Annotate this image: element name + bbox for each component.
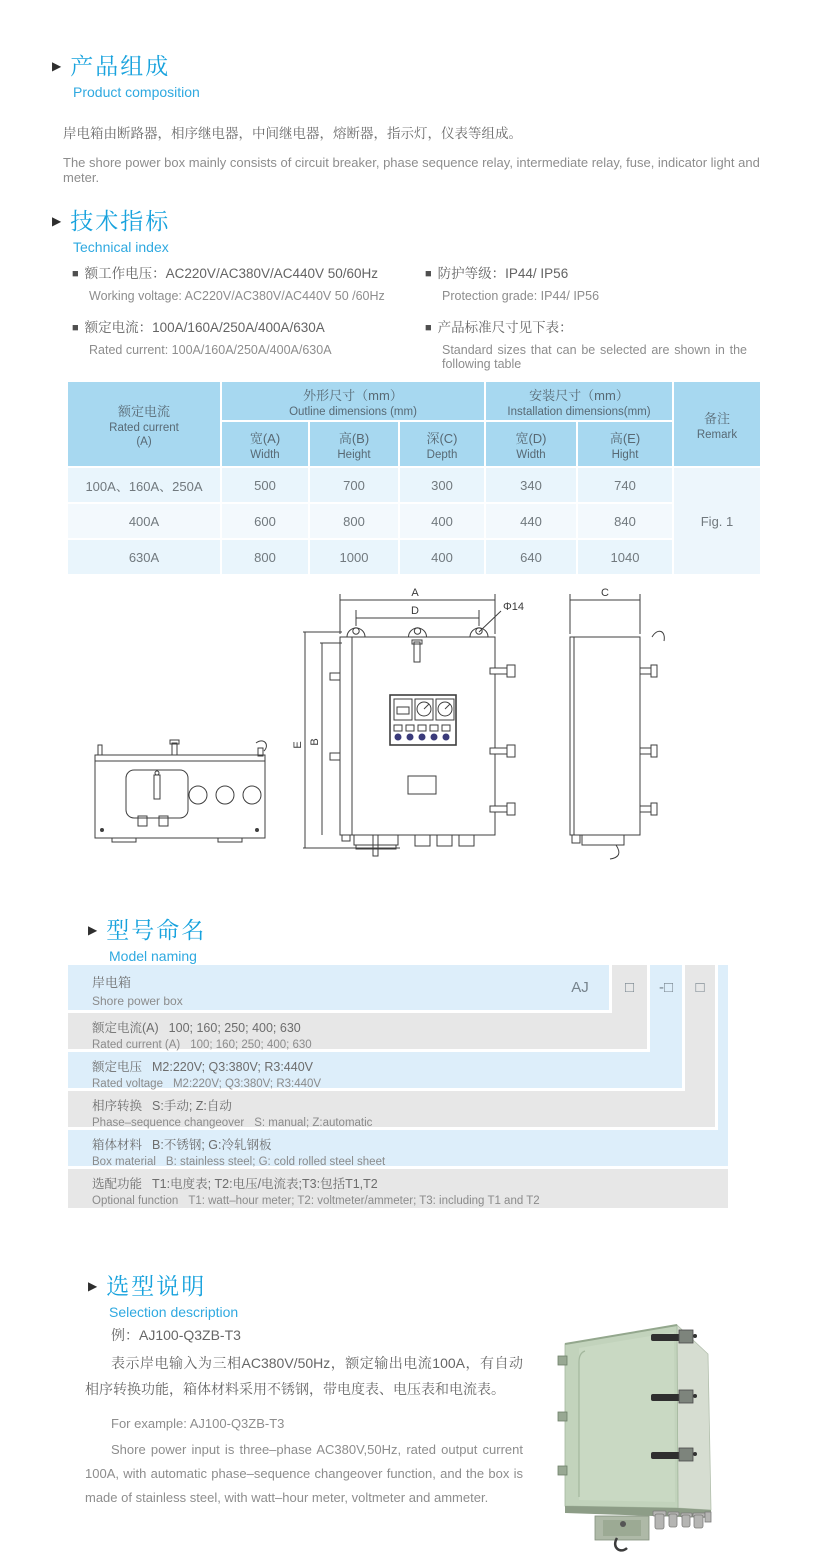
header-en: Installation dimensions(mm) bbox=[507, 405, 651, 418]
row-label-en: Shore power box bbox=[92, 994, 183, 1008]
model-naming-table bbox=[68, 965, 728, 1208]
header-zh: 额定电流 bbox=[117, 403, 170, 419]
model-code-box-2: -□ bbox=[658, 979, 674, 996]
bottom-view bbox=[95, 740, 266, 842]
col-header-depth-c bbox=[400, 422, 484, 466]
selection-example-zh: 例：AJ100-Q3ZB-T3 bbox=[111, 1327, 241, 1343]
table-cell: 1040 bbox=[578, 540, 672, 574]
row-label-en: Phase–sequence changeover bbox=[92, 1117, 245, 1129]
header-zh: 外形尺寸（mm） bbox=[303, 387, 403, 403]
bullet-icon: ■ bbox=[72, 322, 79, 334]
header-en: Depth bbox=[426, 448, 458, 461]
header-en: Height bbox=[337, 448, 371, 461]
row-value-en: B: stainless steel; G: cold rolled steel sheet bbox=[165, 1156, 386, 1168]
composition-body-en: The shore power box mainly consists of circuit breaker, phase sequence relay, intermediate relay, fuse, indicator light and meter. bbox=[63, 155, 760, 185]
model-code-box-1: □ bbox=[624, 979, 635, 996]
row-label-zh: 相序转换 bbox=[92, 1099, 143, 1113]
header-zh: 高(E) bbox=[609, 430, 641, 446]
row-label-zh: 选配功能 bbox=[92, 1177, 143, 1191]
composition-title-zh: 产品组成 bbox=[70, 53, 171, 79]
section-technical-index bbox=[52, 203, 772, 255]
selection-text bbox=[85, 1322, 523, 1510]
section-product-composition bbox=[52, 48, 772, 185]
dim-label-b: B bbox=[309, 738, 321, 746]
section-model-naming bbox=[88, 912, 688, 964]
spec-zh: 防护等级：IP44/ IP56 bbox=[437, 266, 569, 281]
product-photo bbox=[545, 1292, 800, 1564]
dim-label-e: E bbox=[292, 741, 304, 749]
col-group-outline bbox=[222, 382, 484, 420]
technical-title-en: Technical index bbox=[73, 239, 169, 255]
row-value-en: S: manual; Z:automatic bbox=[254, 1117, 373, 1129]
table-cell: 840 bbox=[578, 504, 672, 538]
row-label-en: Rated current (A) bbox=[92, 1039, 181, 1051]
header-zh: 备注 bbox=[703, 410, 730, 426]
row-label-zh: 额定电流(A) bbox=[92, 1021, 159, 1035]
spec-standard-sizes bbox=[425, 316, 765, 371]
table-cell: 400A bbox=[68, 504, 220, 538]
row-value-zh: S:手动; Z:自动 bbox=[152, 1099, 232, 1113]
table-cell: 630A bbox=[68, 540, 220, 574]
row-label-en: Rated voltage bbox=[92, 1078, 163, 1090]
composition-title-en: Product composition bbox=[73, 84, 200, 100]
section-heading bbox=[88, 912, 688, 945]
model-title-en: Model naming bbox=[109, 948, 197, 964]
selection-body-zh: 表示岸电输入为三相AC380V/50Hz，额定输出电流100A，有自动相序转换功能，箱体材料采用不锈钢，带电度表、电压表和电流表。 bbox=[85, 1355, 523, 1397]
side-view bbox=[570, 594, 664, 859]
dim-label-c: C bbox=[601, 587, 609, 599]
table-cell: 400 bbox=[400, 540, 484, 574]
section-selection-description bbox=[88, 1268, 568, 1320]
header-en: Outline dimensions (mm) bbox=[289, 405, 417, 418]
table-cell: 100A、160A、250A bbox=[68, 468, 220, 502]
spec-working-voltage bbox=[72, 262, 422, 303]
dimensions-table bbox=[68, 382, 762, 574]
dim-label-hole: Φ14 bbox=[503, 601, 525, 613]
col-header-rated-current bbox=[68, 382, 220, 466]
spec-rated-current bbox=[72, 316, 422, 357]
section-heading bbox=[88, 1268, 568, 1301]
dim-label-d: D bbox=[411, 605, 419, 617]
model-row-phase-changeover bbox=[68, 1091, 715, 1127]
spec-zh: 额工作电压：AC220V/AC380V/AC440V 50/60Hz bbox=[84, 266, 379, 281]
header-unit: (A) bbox=[136, 435, 152, 448]
row-value-zh: T1:电度表; T2:电压/电流表;T3:包括T1,T2 bbox=[152, 1177, 378, 1191]
section-marker-icon: ▶ bbox=[88, 1279, 98, 1293]
dim-label-a: A bbox=[411, 587, 419, 599]
row-value-zh: B:不锈钢; G:冷轧钢板 bbox=[152, 1138, 272, 1152]
spec-en: Standard sizes that can be selected are shown in the following table bbox=[442, 343, 747, 371]
col-header-width-a bbox=[222, 422, 308, 466]
technical-drawing bbox=[60, 580, 770, 890]
front-view bbox=[303, 594, 515, 856]
header-zh: 宽(A) bbox=[249, 430, 281, 446]
header-zh: 宽(D) bbox=[515, 430, 547, 446]
model-code-box-3: □ bbox=[695, 979, 705, 996]
header-en: Hight bbox=[611, 448, 639, 461]
section-marker-icon: ▶ bbox=[52, 59, 62, 73]
spec-en: Protection grade: IP44/ IP56 bbox=[442, 289, 600, 303]
row-label-zh: 岸电箱 bbox=[92, 975, 132, 990]
col-header-height-b bbox=[310, 422, 398, 466]
spec-protection-grade bbox=[425, 262, 765, 303]
col-header-remark bbox=[674, 382, 760, 466]
col-header-height-e bbox=[578, 422, 672, 466]
header-en: Rated current bbox=[109, 421, 179, 434]
spec-en: Rated current: 100A/160A/250A/400A/630A bbox=[89, 343, 332, 357]
header-zh: 安装尺寸（mm） bbox=[529, 387, 629, 403]
model-row-optional-function bbox=[68, 1169, 728, 1208]
selection-title-en: Selection description bbox=[109, 1304, 239, 1320]
table-cell: 800 bbox=[310, 504, 398, 538]
model-row-product bbox=[68, 965, 609, 1010]
table-cell: 740 bbox=[578, 468, 672, 502]
model-row-box-material bbox=[68, 1130, 728, 1166]
selection-example-en: For example: AJ100-Q3ZB-T3 bbox=[111, 1416, 285, 1431]
table-cell: 800 bbox=[222, 540, 308, 574]
header-en: Width bbox=[250, 448, 280, 461]
section-marker-icon: ▶ bbox=[52, 214, 62, 228]
section-heading bbox=[52, 203, 772, 236]
section-marker-icon: ▶ bbox=[88, 923, 98, 937]
table-cell: 1000 bbox=[310, 540, 398, 574]
cabinet-illustration bbox=[558, 1325, 711, 1550]
row-label-zh: 箱体材料 bbox=[92, 1138, 143, 1152]
model-title-zh: 型号命名 bbox=[106, 917, 207, 943]
table-cell: 600 bbox=[222, 504, 308, 538]
table-cell: 640 bbox=[486, 540, 576, 574]
section-heading bbox=[52, 48, 772, 81]
bullet-icon: ■ bbox=[425, 268, 432, 280]
table-cell: 400 bbox=[400, 504, 484, 538]
row-value-zh: 100; 160; 250; 400; 630 bbox=[168, 1021, 301, 1035]
table-cell: 300 bbox=[400, 468, 484, 502]
row-value-en: 100; 160; 250; 400; 630 bbox=[190, 1039, 312, 1051]
bullet-icon: ■ bbox=[425, 322, 432, 334]
spec-en: Working voltage: AC220V/AC380V/AC440V 50 /60Hz bbox=[89, 289, 385, 303]
model-row-rated-current bbox=[68, 1013, 647, 1049]
selection-title-zh: 选型说明 bbox=[106, 1273, 207, 1299]
selection-body-en: Shore power input is three–phase AC380V,50Hz, rated output current 100A, with automatic phase–sequence changeover function, and the box is made of stainless steel, with watt–hour meter, voltmeter and ammeter. bbox=[85, 1442, 523, 1505]
table-cell: 440 bbox=[486, 504, 576, 538]
row-value-zh: M2:220V; Q3:380V; R3:440V bbox=[152, 1060, 313, 1074]
spec-zh: 产品标准尺寸见下表： bbox=[437, 320, 573, 335]
table-cell: 700 bbox=[310, 468, 398, 502]
header-zh: 深(C) bbox=[426, 430, 458, 446]
header-en: Width bbox=[516, 448, 546, 461]
spec-zh: 额定电流：100A/160A/250A/400A/630A bbox=[84, 320, 325, 335]
bullet-icon: ■ bbox=[72, 268, 79, 280]
model-prefix: AJ bbox=[571, 979, 589, 996]
row-label-zh: 额定电压 bbox=[92, 1060, 143, 1074]
table-cell: 340 bbox=[486, 468, 576, 502]
table-cell: 500 bbox=[222, 468, 308, 502]
row-label-en: Box material bbox=[92, 1156, 156, 1168]
col-group-install bbox=[486, 382, 672, 420]
header-zh: 高(B) bbox=[338, 430, 370, 446]
table-cell-remark: Fig. 1 bbox=[674, 468, 760, 574]
technical-title-zh: 技术指标 bbox=[70, 208, 171, 234]
row-value-en: M2:220V; Q3:380V; R3:440V bbox=[172, 1078, 322, 1090]
composition-body-zh: 岸电箱由断路器，相序继电器，中间继电器，熔断器，指示灯，仪表等组成。 bbox=[63, 126, 522, 141]
row-value-en: T1: watt–hour meter; T2: voltmeter/ammeter; T3: including T1 and T2 bbox=[188, 1195, 540, 1207]
header-en: Remark bbox=[696, 428, 738, 441]
col-header-width-d bbox=[486, 422, 576, 466]
row-label-en: Optional function bbox=[92, 1195, 179, 1207]
model-row-rated-voltage bbox=[68, 1052, 682, 1088]
